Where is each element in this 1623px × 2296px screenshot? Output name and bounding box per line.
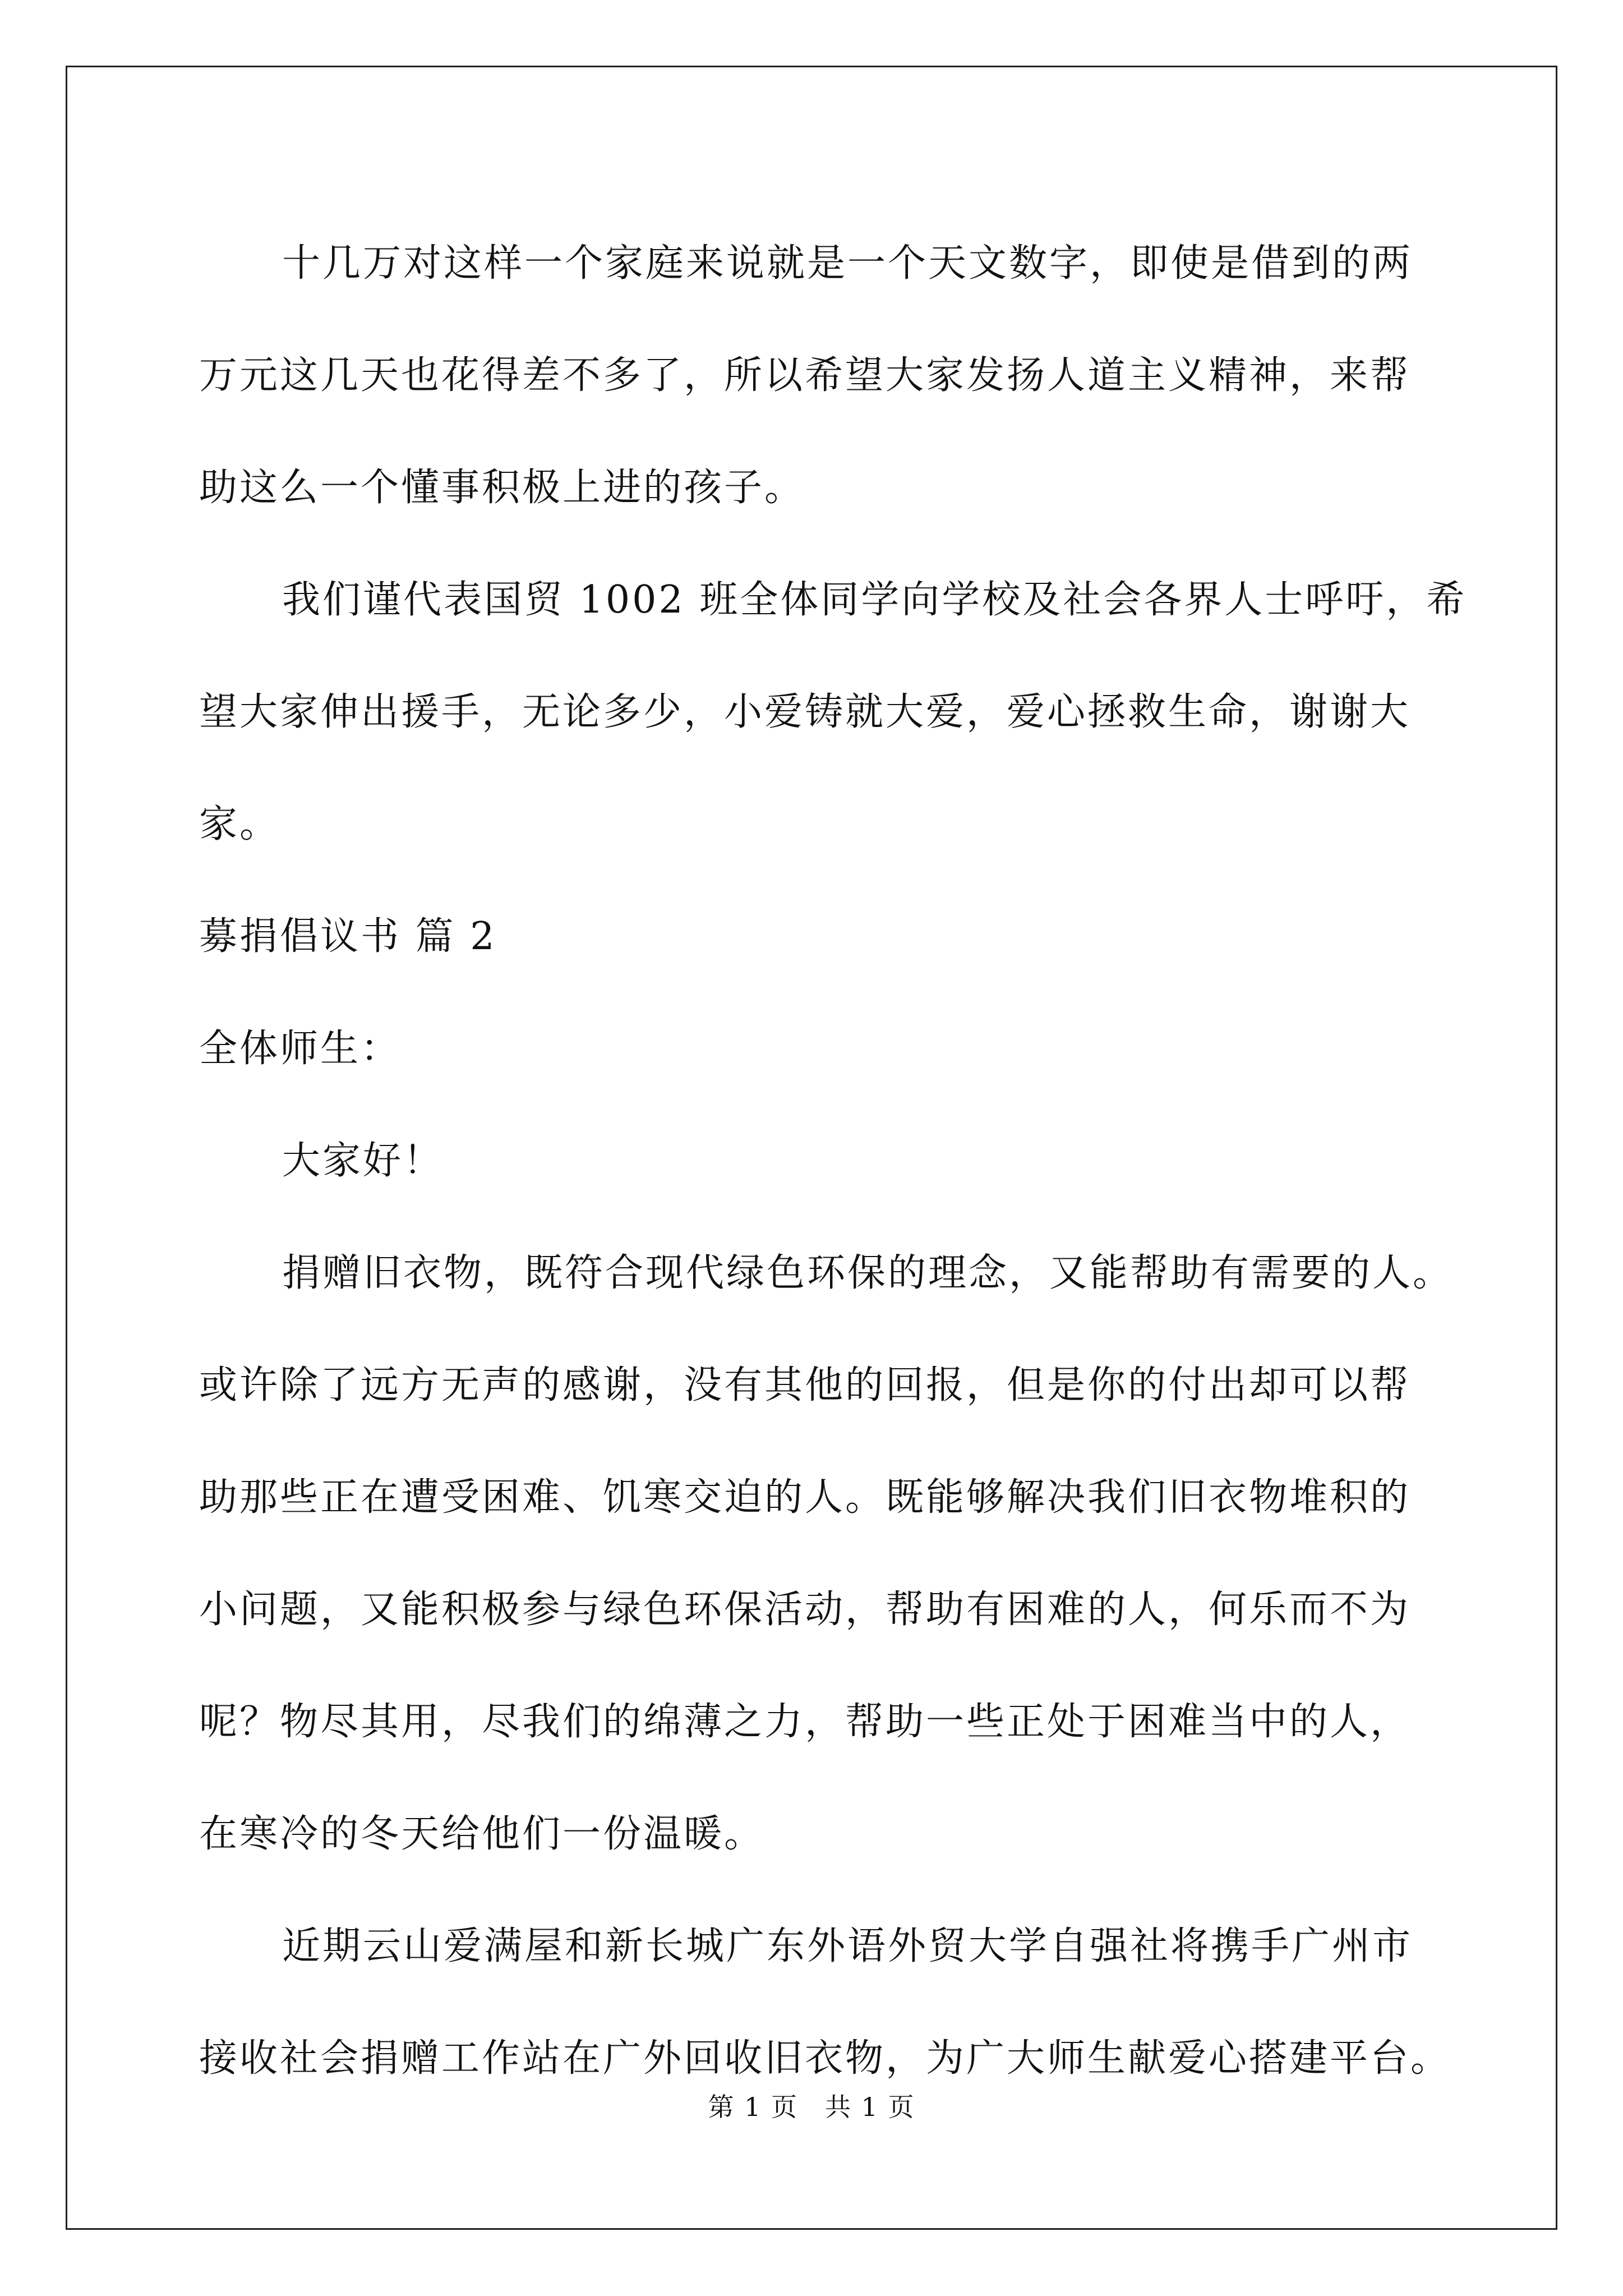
text-line: 小问题，又能积极参与绿色环保活动，帮助有困难的人，何乐而不为 (199, 1588, 1411, 1632)
page-footer (0, 2087, 1623, 2124)
text-line: 万元这几天也花得差不多了，所以希望大家发扬人道主义精神，来帮 (199, 353, 1411, 398)
text-line: 在寒冷的冬天给他们一份温暖。 (199, 1812, 765, 1856)
paragraph-4 (199, 1890, 1451, 2115)
text-line: 或许除了远方无声的感谢，没有其他的回报，但是你的付出却可以帮 (199, 1363, 1411, 1407)
heading-text: 募捐倡议书 篇 2 (199, 914, 497, 959)
text-line: 助这么一个懂事积极上进的孩子。 (199, 466, 805, 510)
paragraph-1 (199, 208, 1433, 544)
text-line: 呢？物尽其用，尽我们的绵薄之力，帮助一些正处于困难当中的人， (199, 1700, 1411, 1744)
text-line: 捐赠旧衣物，既符合现代绿色环保的理念，又能帮助有需要的人。 (282, 1251, 1454, 1295)
text-line: 十几万对这样一个家庭来说就是一个天文数字，即使是借到的两 (282, 241, 1413, 286)
section-heading (199, 881, 1433, 993)
text-line: 望大家伸出援手，无论多少，小爱铸就大爱，爱心拯救生命，谢谢大 (199, 690, 1411, 734)
greeting-text: 大家好！ (282, 1139, 444, 1183)
text-line: 接收社会捐赠工作站在广外回收旧衣物，为广大师生献爱心搭建平台。 (199, 2036, 1451, 2081)
text-line: 我们谨代表国贸 1002 班全体同学向学校及社会各界人士呼吁，希 (282, 578, 1467, 622)
page-number: 第 1 页 共 1 页 (708, 2092, 915, 2122)
text-line: 家。 (199, 802, 280, 846)
text-line: 助那些正在遭受困难、饥寒交迫的人。既能够解决我们旧衣物堆积的 (199, 1475, 1411, 1520)
salutation-text: 全体师生： (199, 1027, 402, 1071)
document-body (199, 208, 1467, 2115)
greeting (199, 1105, 1433, 1217)
text-line: 近期云山爱满屋和新长城广东外语外贸大学自强社将携手广州市 (282, 1924, 1413, 1968)
paragraph-2 (199, 544, 1467, 881)
paragraph-3 (199, 1217, 1454, 1890)
salutation (199, 993, 1433, 1105)
